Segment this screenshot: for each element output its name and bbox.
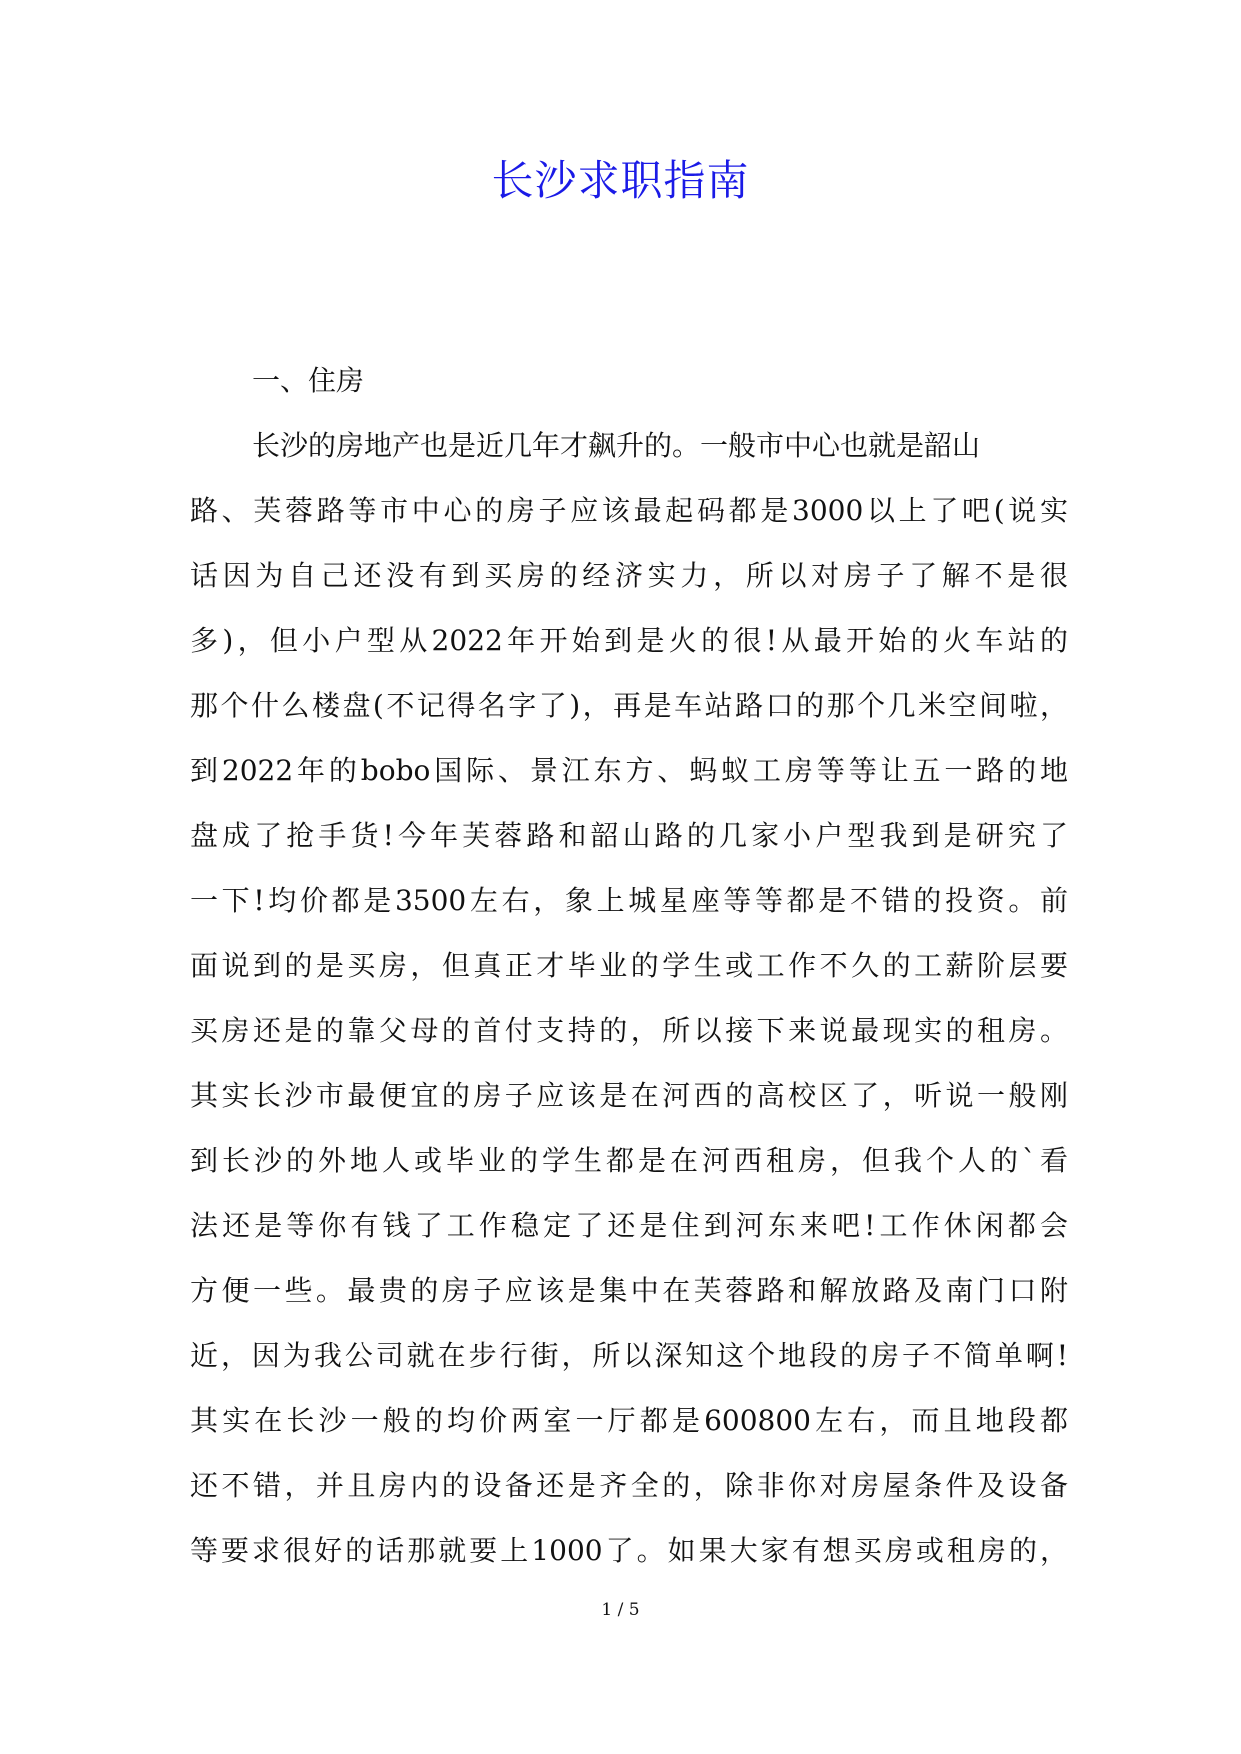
paragraph-line: 买房还是的靠父母的首付支持的，所以接下来说最现实的租房。 [190, 1014, 1068, 1047]
paragraph-line: 话因为自己还没有到买房的经济实力，所以对房子了解不是很 [190, 559, 1068, 592]
paragraph-line: 近，因为我公司就在步行街，所以深知这个地段的房子不简单啊! [190, 1339, 1068, 1372]
paragraph-line: 长沙的房地产也是近几年才飙升的。一般市中心也就是韶山 [252, 429, 981, 462]
paragraph-line: 盘成了抢手货!今年芙蓉路和韶山路的几家小户型我到是研究了 [190, 819, 1068, 852]
paragraph-line: 到长沙的外地人或毕业的学生都是在河西租房，但我个人的`看 [190, 1144, 1068, 1177]
document-body [190, 348, 1068, 1583]
paragraph-line: 法还是等你有钱了工作稳定了还是住到河东来吧!工作休闲都会 [190, 1209, 1068, 1242]
paragraph-line: 方便一些。最贵的房子应该是集中在芙蓉路和解放路及南门口附 [190, 1274, 1068, 1307]
paragraph-line: 那个什么楼盘(不记得名字了)，再是车站路口的那个几米空间啦， [190, 689, 1068, 722]
page-title: 长沙求职指南 [491, 156, 750, 205]
paragraph-line: 其实在长沙一般的均价两室一厅都是600800左右，而且地段都 [190, 1404, 1068, 1437]
section-heading: 一、住房 [252, 364, 365, 397]
paragraph-line: 其实长沙市最便宜的房子应该是在河西的高校区了，听说一般刚 [190, 1079, 1068, 1112]
paragraph-line: 多)，但小户型从2022年开始到是火的很!从最开始的火车站的 [190, 624, 1068, 657]
paragraph-line: 路、芙蓉路等市中心的房子应该最起码都是3000以上了吧(说实 [190, 494, 1068, 527]
paragraph-line: 等要求很好的话那就要上1000了。如果大家有想买房或租房的， [190, 1534, 1068, 1567]
page-number: 1 / 5 [601, 1600, 640, 1620]
paragraph-line: 一下!均价都是3500左右，象上城星座等等都是不错的投资。前 [190, 884, 1068, 917]
paragraph-line: 到2022年的bobo国际、景江东方、蚂蚁工房等等让五一路的地 [190, 754, 1068, 787]
paragraph-line: 还不错，并且房内的设备还是齐全的，除非你对房屋条件及设备 [190, 1469, 1068, 1502]
paragraph-line: 面说到的是买房，但真正才毕业的学生或工作不久的工薪阶层要 [190, 949, 1068, 982]
